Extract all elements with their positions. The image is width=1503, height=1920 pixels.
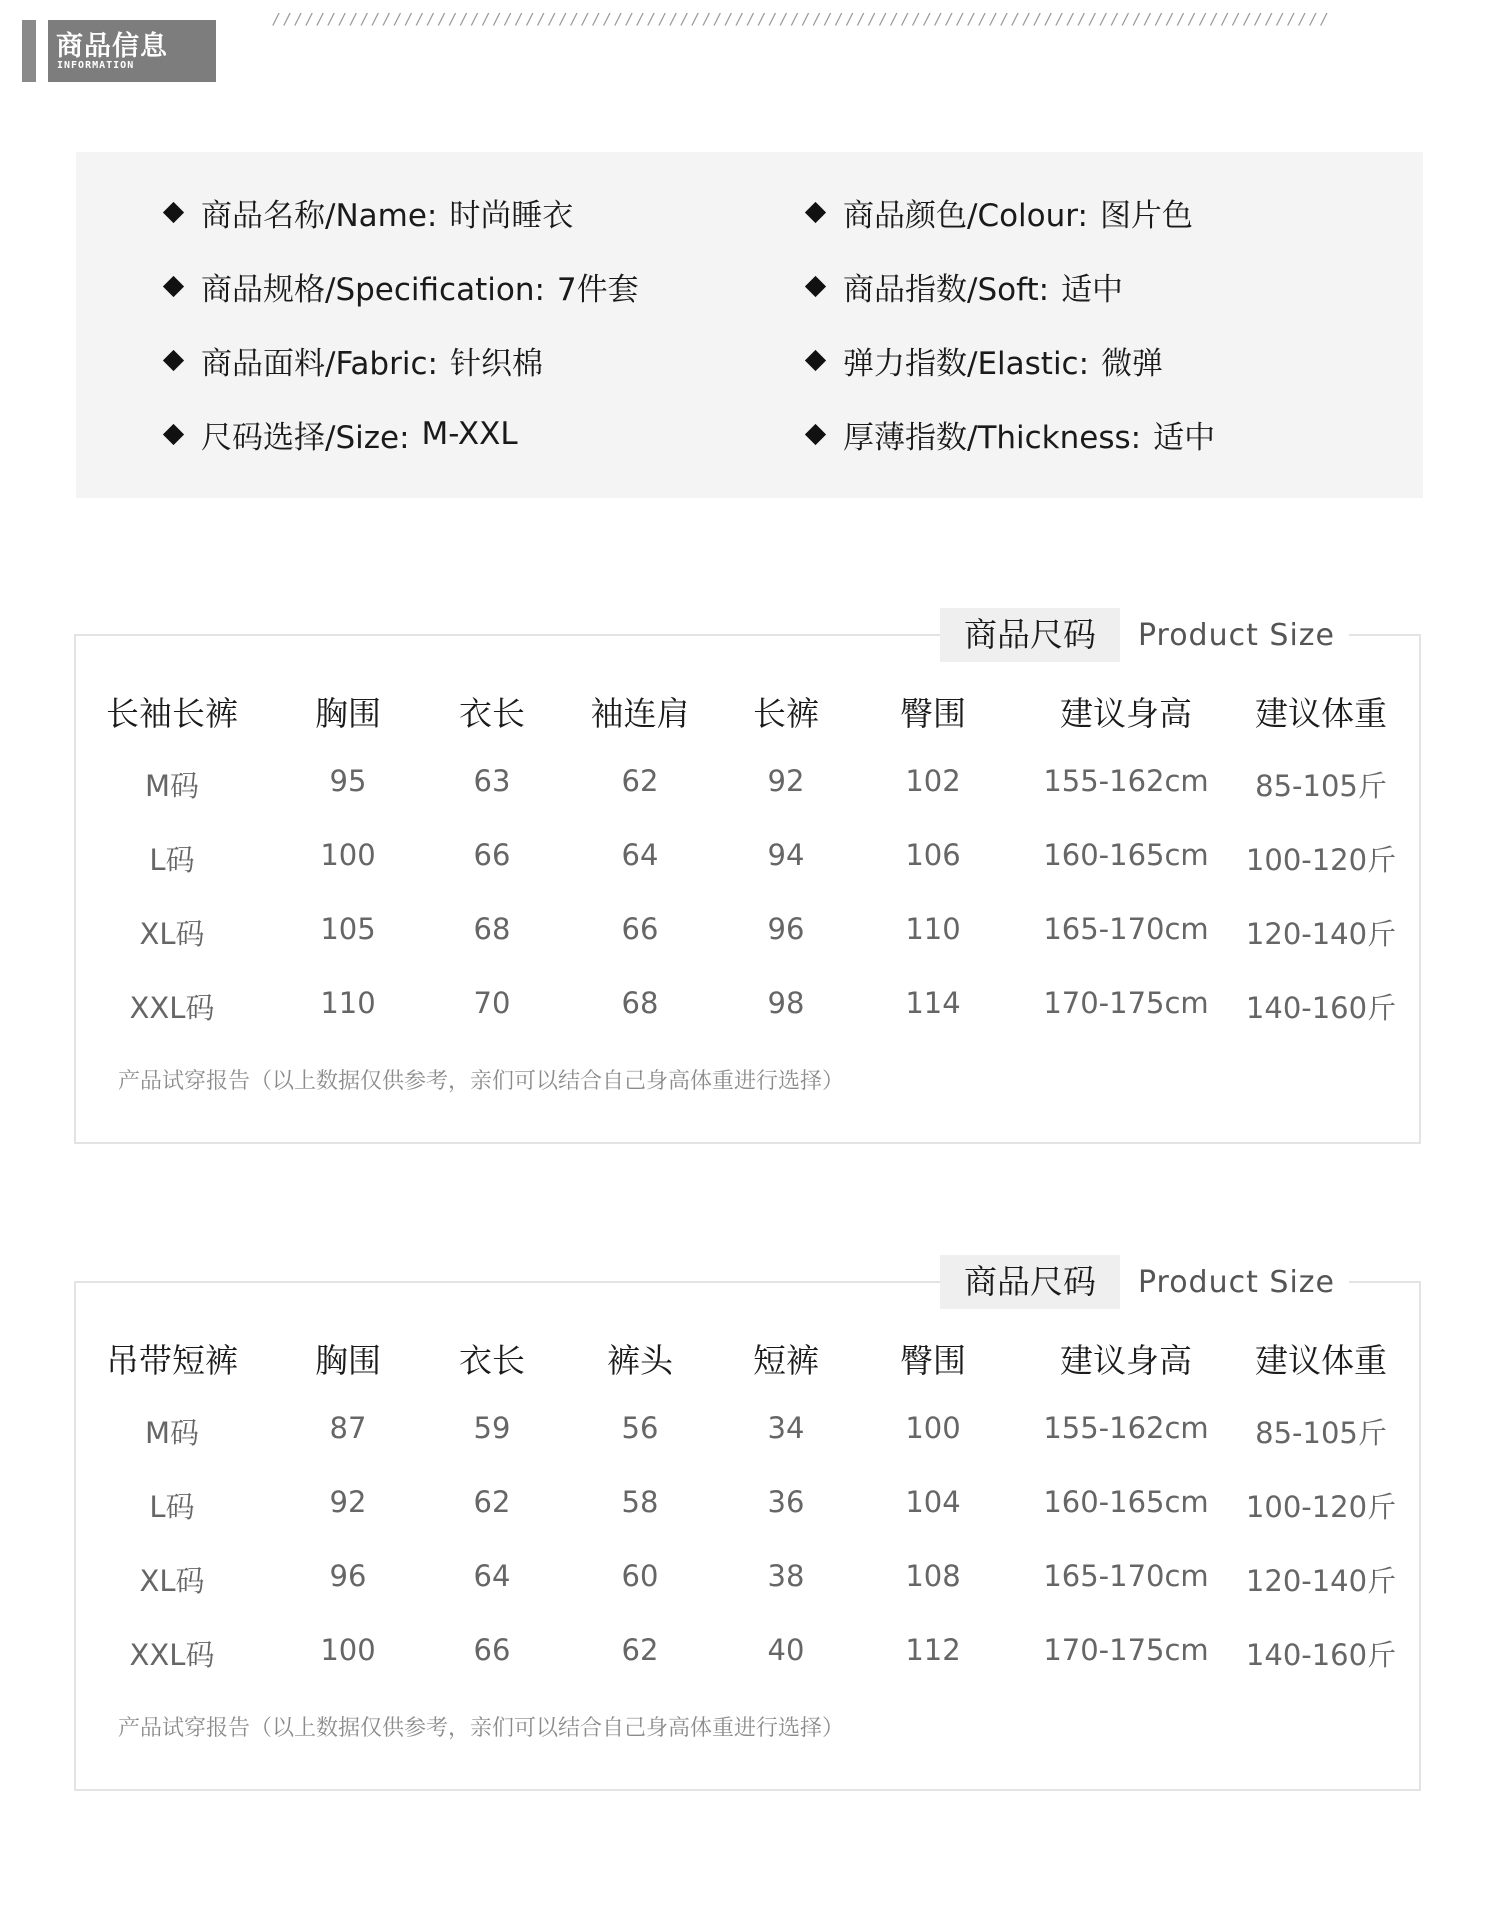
table-cell: 160-165cm (1043, 838, 1209, 872)
table-cell: 100 (320, 838, 376, 872)
table-cell: 140-160斤 (1245, 1638, 1397, 1672)
table-cell: 165-170cm (1043, 912, 1209, 946)
info-label: 弹力指数/Elastic: (843, 345, 1090, 382)
table-header-cell: 建议体重 (1255, 694, 1387, 733)
size-table-long-sleeve (74, 615, 1421, 1144)
table-header-cell: 短裤 (753, 1341, 819, 1380)
table-cell: 62 (621, 1633, 659, 1667)
info-value: 7件套 (556, 271, 639, 308)
info-item (166, 414, 518, 454)
table-cell: 64 (621, 838, 659, 872)
info-label: 商品规格/Specification: (201, 271, 545, 308)
table-cell: 102 (905, 764, 961, 798)
table-cell: 120-140斤 (1245, 1564, 1397, 1598)
diamond-bullet-icon (805, 349, 826, 370)
table-cell: 112 (905, 1633, 961, 1667)
table-cell: 92 (329, 1485, 367, 1519)
table-header-cell: 袖连肩 (590, 694, 690, 733)
decorative-slash-line: //////////////////////////////////////////////////////////////////////////////////////////////// (272, 10, 1331, 28)
table-cell: 34 (767, 1411, 805, 1445)
diamond-bullet-icon (805, 423, 826, 444)
table-cell: 92 (767, 764, 805, 798)
info-label: 商品面料/Fabric: (201, 345, 438, 382)
table-header-cell: 吊带短裤 (106, 1341, 238, 1380)
size-table-camisole-shorts (74, 1262, 1421, 1791)
table-cell: 66 (621, 912, 659, 946)
info-label: 商品颜色/Colour: (843, 197, 1088, 234)
table-header-cell: 建议体重 (1255, 1341, 1387, 1380)
header-accent-bar (22, 20, 36, 82)
diamond-bullet-icon (163, 201, 184, 222)
table-cell: 62 (473, 1485, 511, 1519)
table-cell: 68 (473, 912, 511, 946)
info-value: 针织棉 (449, 345, 543, 382)
size-note: 产品试穿报告（以上数据仅供参考，亲们可以结合自己身高体重进行选择） (118, 1716, 845, 1741)
table-cell: 66 (473, 1633, 511, 1667)
table-cell: 63 (473, 764, 511, 798)
table-cell: 104 (905, 1485, 961, 1519)
info-item (808, 340, 1163, 380)
section-header (48, 20, 216, 82)
table-cell: 98 (767, 986, 805, 1020)
table-cell: 66 (473, 838, 511, 872)
section-subtitle: INFORMATION (57, 60, 135, 71)
info-label: 商品名称/Name: (201, 197, 438, 234)
info-value: M-XXL (421, 416, 518, 452)
table-cell: 94 (767, 838, 805, 872)
info-value: 微弹 (1101, 345, 1164, 382)
info-item (808, 414, 1215, 454)
table-cell: 87 (329, 1411, 367, 1445)
info-item (808, 266, 1123, 306)
table-header-cell: 臀围 (900, 1341, 966, 1380)
table-row-size-label: XXL码 (129, 1638, 215, 1672)
table-header-cell: 裤头 (607, 1341, 673, 1380)
table-cell: 108 (905, 1559, 961, 1593)
size-table-tag (940, 606, 1349, 664)
table-row-size-label: M码 (144, 1416, 200, 1450)
table-cell: 59 (473, 1411, 511, 1445)
product-info-panel (76, 152, 1423, 498)
table-cell: 105 (320, 912, 376, 946)
table-cell: 96 (329, 1559, 367, 1593)
table-header-cell: 衣长 (459, 694, 525, 733)
table-header-cell: 衣长 (459, 1341, 525, 1380)
table-cell: 64 (473, 1559, 511, 1593)
table-cell: 114 (905, 986, 961, 1020)
table-row-size-label: L码 (149, 843, 195, 877)
info-value: 适中 (1153, 419, 1216, 456)
table-row-size-label: XXL码 (129, 991, 215, 1025)
info-value: 时尚睡衣 (449, 197, 574, 234)
info-item (166, 192, 573, 232)
table-cell: 95 (329, 764, 367, 798)
table-header-cell: 胸围 (315, 694, 381, 733)
table-header-cell: 长裤 (753, 694, 819, 733)
table-cell: 120-140斤 (1245, 917, 1397, 951)
diamond-bullet-icon (163, 349, 184, 370)
info-label: 商品指数/Soft: (843, 271, 1050, 308)
table-cell: 100-120斤 (1245, 1490, 1397, 1524)
table-cell: 38 (767, 1559, 805, 1593)
info-item (166, 340, 543, 380)
table-cell: 106 (905, 838, 961, 872)
info-item (166, 266, 639, 306)
table-cell: 58 (621, 1485, 659, 1519)
table-cell: 56 (621, 1411, 659, 1445)
size-tag-en: Product Size (1137, 1264, 1335, 1300)
diamond-bullet-icon (163, 275, 184, 296)
info-label: 尺码选择/Size: (201, 419, 410, 456)
table-cell: 62 (621, 764, 659, 798)
table-cell: 100 (320, 1633, 376, 1667)
table-cell: 36 (767, 1485, 805, 1519)
table-cell: 110 (320, 986, 376, 1020)
table-header-cell: 长袖长裤 (106, 694, 238, 733)
section-title: 商品信息 (56, 31, 168, 62)
table-row-size-label: XL码 (139, 1564, 205, 1598)
table-row-size-label: L码 (149, 1490, 195, 1524)
size-note: 产品试穿报告（以上数据仅供参考，亲们可以结合自己身高体重进行选择） (118, 1069, 845, 1094)
table-cell: 40 (767, 1633, 805, 1667)
table-cell: 100-120斤 (1245, 843, 1397, 877)
table-cell: 85-105斤 (1255, 1416, 1387, 1450)
table-cell: 110 (905, 912, 961, 946)
table-header-cell: 臀围 (900, 694, 966, 733)
info-item (808, 192, 1193, 232)
table-cell: 160-165cm (1043, 1485, 1209, 1519)
table-cell: 85-105斤 (1255, 769, 1387, 803)
table-cell: 70 (473, 986, 511, 1020)
diamond-bullet-icon (805, 275, 826, 296)
info-value: 适中 (1061, 271, 1124, 308)
diamond-bullet-icon (805, 201, 826, 222)
table-cell: 170-175cm (1043, 986, 1209, 1020)
table-header-cell: 建议身高 (1060, 694, 1192, 733)
table-cell: 155-162cm (1043, 764, 1209, 798)
size-tag-cn: 商品尺码 (940, 608, 1120, 662)
table-cell: 155-162cm (1043, 1411, 1209, 1445)
table-cell: 68 (621, 986, 659, 1020)
table-header-cell: 建议身高 (1060, 1341, 1192, 1380)
table-cell: 96 (767, 912, 805, 946)
table-header-cell: 胸围 (315, 1341, 381, 1380)
table-cell: 140-160斤 (1245, 991, 1397, 1025)
table-cell: 170-175cm (1043, 1633, 1209, 1667)
diamond-bullet-icon (163, 423, 184, 444)
info-label: 厚薄指数/Thickness: (843, 419, 1142, 456)
table-cell: 60 (621, 1559, 659, 1593)
table-row-size-label: M码 (144, 769, 200, 803)
table-cell: 100 (905, 1411, 961, 1445)
size-tag-cn: 商品尺码 (940, 1255, 1120, 1309)
size-table-tag (940, 1253, 1349, 1311)
info-value: 图片色 (1099, 197, 1193, 234)
size-tag-en: Product Size (1137, 617, 1335, 653)
table-row-size-label: XL码 (139, 917, 205, 951)
table-cell: 165-170cm (1043, 1559, 1209, 1593)
